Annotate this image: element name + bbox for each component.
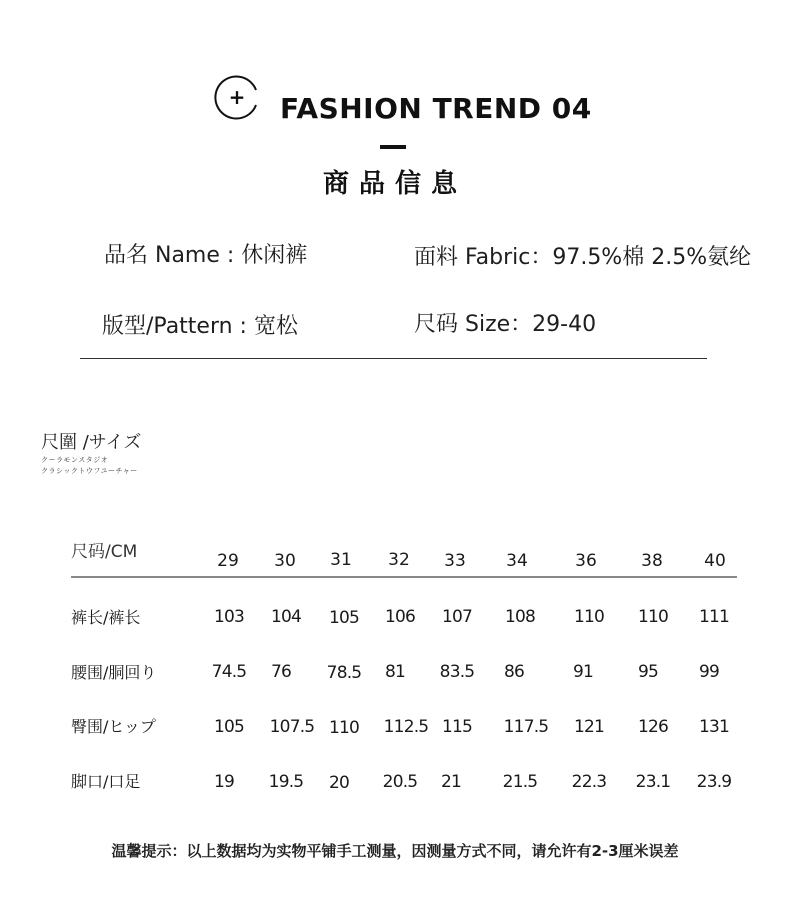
title-dash <box>380 145 406 149</box>
product-name: 品名 Name : 休闲裤 <box>104 243 308 268</box>
table-cell: 106 <box>384 607 416 627</box>
size-column-header: 30 <box>274 551 296 571</box>
table-cell: 105 <box>213 717 245 737</box>
brand-title: FASHION TREND 04 <box>280 92 592 125</box>
table-cell: 99 <box>698 662 720 682</box>
table-cell: 111 <box>698 607 730 627</box>
size-column-header: 29 <box>217 551 239 571</box>
table-cell: 105 <box>328 608 360 628</box>
size-column-header: 31 <box>330 550 352 570</box>
table-cell: 83.5 <box>439 662 475 682</box>
size-heading: 尺圍 /サイズ <box>41 432 142 453</box>
table-cell: 110 <box>637 607 669 627</box>
size-column-header: 38 <box>641 551 663 571</box>
table-cell: 126 <box>637 717 669 737</box>
table-cell: 110 <box>573 607 605 627</box>
table-cell: 121 <box>573 717 605 737</box>
footer-note: 温馨提示：以上数据均为实物平铺手工测量，因测量方式不同，请允许有2-3厘米误差 <box>111 842 679 860</box>
table-cell: 21.5 <box>502 772 538 792</box>
size-column-header: 32 <box>388 550 410 570</box>
size-sub-line-2: クラシックトウフユーチャー <box>41 467 138 475</box>
table-cell: 104 <box>270 607 302 627</box>
size-sub-line-1: クーラモンスタジオ <box>41 456 109 464</box>
plus-symbol: + <box>228 85 246 109</box>
table-cell: 23.1 <box>635 772 671 792</box>
table-header-rule <box>71 576 737 578</box>
table-cell: 78.5 <box>326 663 362 683</box>
product-fabric: 面料 Fabric：97.5%棉 2.5%氨纶 <box>414 245 752 270</box>
table-cell: 86 <box>503 662 525 682</box>
table-cell: 95 <box>637 662 659 682</box>
table-cell: 131 <box>698 717 730 737</box>
row-label: 腰围/胴回り <box>71 663 157 682</box>
row-label: 脚口/口足 <box>71 772 141 791</box>
table-cell: 21 <box>440 772 462 792</box>
size-column-header: 34 <box>506 551 528 571</box>
row-label: 裤长/裤长 <box>71 608 141 627</box>
table-cell: 112.5 <box>383 717 429 737</box>
table-unit-label: 尺码/CM <box>71 542 138 562</box>
table-cell: 107.5 <box>269 717 315 737</box>
table-cell: 108 <box>504 607 536 627</box>
row-label: 臀围/ヒップ <box>71 717 156 736</box>
table-cell: 81 <box>384 662 406 682</box>
table-cell: 20 <box>328 773 350 793</box>
section-title: 商品信息 <box>322 169 467 199</box>
product-pattern: 版型/Pattern : 宽松 <box>102 314 298 339</box>
table-cell: 19.5 <box>268 772 304 792</box>
plus-circle-icon <box>212 72 262 122</box>
table-cell: 115 <box>441 717 473 737</box>
size-column-header: 36 <box>575 551 597 571</box>
table-cell: 117.5 <box>503 717 549 737</box>
table-cell: 107 <box>441 607 473 627</box>
table-cell: 20.5 <box>382 772 418 792</box>
table-cell: 19 <box>213 772 235 792</box>
table-cell: 23.9 <box>696 772 732 792</box>
product-size: 尺码 Size：29-40 <box>414 312 597 337</box>
table-cell: 74.5 <box>211 662 247 682</box>
table-cell: 91 <box>572 662 594 682</box>
divider-line <box>80 358 707 359</box>
table-cell: 110 <box>328 718 360 738</box>
size-column-header: 33 <box>444 551 466 571</box>
table-cell: 103 <box>213 607 245 627</box>
table-cell: 76 <box>270 662 292 682</box>
table-cell: 22.3 <box>571 772 607 792</box>
size-column-header: 40 <box>704 551 726 571</box>
